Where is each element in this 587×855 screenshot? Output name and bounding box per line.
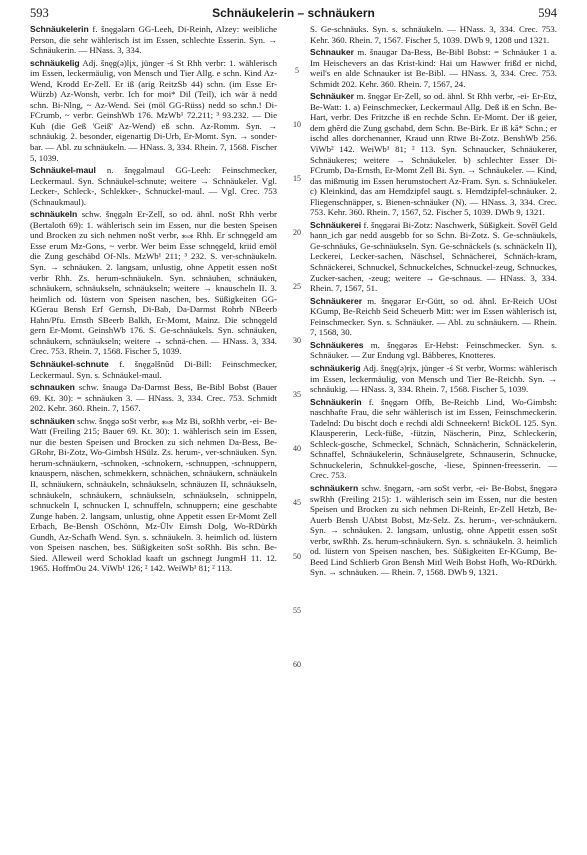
page-number-left: 593 xyxy=(30,6,49,20)
entry-text: S. Ge-schnäuks. Syn. s. schnäukeln. — HNass. 3, 334. Crec. 753. Kehr. 360. Rhein. 7, 1567. Fischer 5, 1039. DWb 9, 1208 und 1321. xyxy=(310,24,557,45)
line-number-gutter xyxy=(288,24,306,844)
line-number: 10 xyxy=(293,120,301,130)
entry-text: f. šnęgərai Bi-Zotz: Naschwerk, Süßigkeit. Sovēl Geld hann_ich gar nedd ausgebb for so Schn. Bi-Zotz. S. Ge-schnäukels, Ge-schnäuks, Ge-schnäukseln. Syn. Ge-schnäckels (s. schnäckeln II), Leckerei, Lecker-sachen, Näschsel, Schnächerei, Schnäch-kram, Schnäckerei, Schnuckel, Schnuckelches, Schnuckel-zeug, Schnuckes, Zucker-sachen, -zeug; weitere → Ge-schnaus. — HNass. 3, 334. Rhein. 7, 1567, 51. xyxy=(310,219,557,294)
dictionary-entry xyxy=(310,483,557,578)
dictionary-entry xyxy=(30,58,277,163)
line-number: 40 xyxy=(293,444,301,454)
dictionary-entry xyxy=(30,382,277,414)
line-number: 25 xyxy=(293,282,301,292)
line-number: 15 xyxy=(293,174,301,184)
entry-headword: Schnäukelerin xyxy=(30,24,89,34)
line-number: 50 xyxy=(293,552,301,562)
dictionary-entry xyxy=(30,24,277,56)
entry-text: m. šnęgər Er-Zell, so od. ähnl. St Rhh verbr, -ei- Er-Etz, Be-Watt: 1. a) Feinschmecker, Leckermaul Allg. Deß iß en Schn. Be-Hart, verbr. Des Fritzche iß en rechde Schn. Er-Momt. Der iß geier, dem ghērd die Zung gschabd, dem Schn. Be-Birk. Er iß kā* Schn.; er ischd alles dorchenanner, Kraud unn Rīwe Bi-Zotz. BenshWb 256. ViWb² 142. WeiWb¹ 81; ² 113. Syn. Schnaucker, Schnäukerer, Schnäukeres; weitere → Schnäukeler. b) schlechter Esser Di-FCrumb, Da-Ernsth, Er-Momt Zell Bi. Syn. → Schnäukeler. — Kind, das mißmutig im Essen herumstochert Az-Fram. Syn. s. Schnäukeler. c) Kleinkind, das am Hemdzipfel saugt. s. Hemdzipfel-schnäuker. 2. Fliegenschnäpper, s. Bienen-schnäuker (N). — HNass. 3, 334. Crec. 753. Kehr. 360. Rhein. 7, 1567, 52. Fischer 5, 1039. DWb 9, 1321. xyxy=(310,91,557,218)
dictionary-entry xyxy=(30,165,277,207)
entry-text: schw. šnaugə Da-Darmst Bess, Be-Bibl Bobst (Bauer 69. Kt. 30): = schnäuken 3. — HNass. 3, 334. Crec. 753. Schmidt 202. Kehr. 360. Rhein. 7, 1567. xyxy=(30,382,277,414)
dictionary-entry xyxy=(310,220,557,294)
dictionary-entry xyxy=(30,416,277,574)
dictionary-entry xyxy=(310,296,557,338)
entry-headword: schnauken xyxy=(30,382,75,393)
entry-text: Adj. šnęg(ə)lįx, jünger -ś St Rhh verbr: 1. wählerisch im Essen, leckermäulig, von Mensch und Tier Allg. e schn. Kind Az-Wend, Krodd Er-Zell. Er iß (arig ReitzSb 44) schn. (im Esse Er-Würzb) Az-Wonsh, verbr. Ich for moi* Dil (Teil), ich wär ä nedd schn. Bi-Nlng, ~ Az-Wend. Sei (möl GG-Rüss) nedd so schn.! Di-FCrumb, ~ verbr. GeinshWb 176. MzWb¹ 72.211; ³ 93.232. — Die Kuh (die Geß 'Geiß' Az-Wend) eß schn. Az-Romm. Syn. → schnäukig. 2. besonder, eigenartig Di-Urb, Er-Momt. Syn. → sonder-bar. — Abl. zu schnäukeln. — HNass. 3, 334. Rhein. 7, 1568. Fischer 5, 1039. xyxy=(30,57,277,163)
right-column xyxy=(310,24,557,580)
entry-text: schw. šnęgərn, -ərn soSt verbr, -ei- Be-Bobst, šnęgərə swRhh (Freiling 215): 1. wählerisch sein im Essen, nur die besten Speisen und Brocken zu sich nehmen Di-Reinh, Er-Zell Hetzb, Be-Auerb Bensh UAbtst Bobst, Mz-Selz. Zs. herum-, ver-schnäukern. Syn. → schnäuken. 2. langsam, unlustig, ohne Appetit essen soSt verbr, swRhh. Zs. herum-schnäukern. Syn. s. schnäukeln. 3. heimlich od. lüstern von Speisen naschen, bes. Süßigkeiten Er-KGump, Be-Beed Lind Schlierb Gron Bensh Mitl Weih Bobst Hofh, Wo-RDürkh. Syn. → schnäuken. — Rhein. 7, 1568. DWb 9, 1321. xyxy=(310,482,557,578)
entry-headword: Schnäukerin xyxy=(310,396,362,407)
entry-text: f. šnęgələrn GG-Leeh, Di-Reinh, Alzey: weibliche Person, die sehr wählerisch ist im Essen, schlechte Esserin. Syn. → Schnäukerin. — HNass. 3, 334. xyxy=(30,24,277,56)
entry-text: Adj. šnęg(ə)rįx, jünger -ś St verbr, Worms: wählerisch im Essen, leckermäulig, von Mensch und Tier Be-Reichb. Syn. → schnäukig. — HNass. 3, 334. Rhein. 7, 1568. Fischer 5, 1039. xyxy=(310,362,557,395)
entry-headword: schnäukeln xyxy=(30,209,78,220)
line-number: 55 xyxy=(293,606,301,616)
entry-text: m. šnaugər Da-Bess, Be-Bibl Bobst: = Schnäuker 1 a. Im Heischevers an das Krist-kind: Hai um Hawwer frißd er nichd, weil's en alde Schnauker ist Be-Bibl. — HNass. 3, 334. Crec. 753. Schmidt 202. Kehr. 360. Rhein. 7, 1567, 24. xyxy=(310,47,557,89)
entry-headword: Schnäukel-schnute xyxy=(30,358,109,369)
entry-headword: Schnäukerer xyxy=(310,295,363,306)
entry-headword: Schnäuker xyxy=(310,91,354,102)
line-number: 35 xyxy=(293,390,301,400)
entry-headword: Schnäukerei xyxy=(310,219,362,230)
page-header xyxy=(30,6,557,22)
dictionary-entry xyxy=(310,397,557,481)
line-number: 20 xyxy=(293,228,301,238)
dictionary-entry xyxy=(310,47,557,89)
dictionary-entry xyxy=(30,209,277,357)
page-number-right: 594 xyxy=(538,6,557,20)
entry-headword: schnäuken xyxy=(30,415,75,426)
dictionary-entry xyxy=(310,363,557,395)
entry-text: n. šnęgəlmaul GG-Leeh: Feinschmecker, Leckermaul. Syn. Schnäukel-schnute; weitere → Schnäukeler. Vgl. Lecker-, Schleck-, Schlekker-, Schnuckel-maul. — Vgl. Crec. 753 (Schnaukmaul). xyxy=(30,165,277,207)
entry-headword: schnäukern xyxy=(310,482,359,493)
dictionary-entry xyxy=(310,24,557,45)
line-number: 5 xyxy=(295,66,299,76)
line-number: 60 xyxy=(293,660,301,670)
entry-headword: schnäukerig xyxy=(310,362,361,373)
line-number: 45 xyxy=(293,498,301,508)
entry-text: f. šnęgərn Offb, Be-Reichb Lind, Wo-Gimbsh: naschhafte Frau, die sehr wählerisch ist im Essen, Feinschmeckerin. Tadelnd: Du bischt doch e rechdi aldi Schneekern! BickOL 125. Syn. Klauspererin, Leck-füße, -fützin, Näscherin, Pinz, Schleckerin, Schleck-gosche, Schmeckel, Schnäch, Schnächerin, Schnäckelerin, Schnaffel, Schnäukelerin, Schnäuselgrete, Schnauserin, Schnucke, Schnuckelerin, Schnukkel-gosche, -liese, Spinnen-freesserin. — Crec. 753. xyxy=(310,396,557,481)
dictionary-entry xyxy=(30,359,277,380)
entry-headword: Schnäukel-maul xyxy=(30,165,96,176)
line-number: 30 xyxy=(293,336,301,346)
entry-text: schw. šnęgəln Er-Zell, so od. ähnl. noSt Rhh verbr (Bertaloth 69): 1. wählerisch sein im Essen, nur die besten Speisen und Brocken zu sich nehmen noSt verbr, ⁎ₛ⁎ Rhh. Er schnęgeld am Esse erum Mz-Gons, ~ verbr. Wer beim Esse schnęgeld, kriid emöl die Zung geschäbd Of-Nls. MzWb¹ 211; ³ 232. S. ver-schnäukeln. Syn. → schnäuken. 2. langsam, unlustig, ohne Appetit essen noSt verbr Rhh. Zs. herum-schnäukeln. Syn. schnäuben, schnäuken, schnäukern, schnäukseln, schnäukseln; weitere → knauscheln II. 3. heimlich od. lüstern von Speisen naschen, bes. Süßigkeiten GG-KGerau Bensh Erf Gernsh, Di-Bab, Da-Darmst Rohrb NBeerb Hahn/Pfu. Ernsth SBeerb Balkh, Er-Momt, Mainz. Die schnęgeld gern Er-Momt. GeinshWb 176. S. Ge-schnäukels. Syn. schnäuken, schnäukern, schnäukseln; weitere → schnä-chen. — HNass. 3, 334. Crec. 753. Rhein. 7, 1568. Fischer 5, 1039. xyxy=(30,209,277,357)
entry-text: m. šnęgərər Er-Gütt, so od. ähnl. Er-Reich UOst KGump, Be-Reichb Seid Scheuerb Mitt: wer im Essen wählerisch ist, Feinschmecker. Syn. s. Schnäuker. — Abl. zu schnäukern. — Rhein. 7, 1568, 30. xyxy=(310,295,557,338)
dictionary-entry xyxy=(310,91,557,218)
dictionary-entry xyxy=(310,340,557,361)
entry-headword: Schnauker xyxy=(310,47,354,58)
entry-headword: schnäukelig xyxy=(30,57,80,68)
entry-text: schw. šnęgə soSt verbr, ⁎ₛ⁎ Mz Bi, soRhh verbr, -ei- Be-Watt (Freiling 215; Bauer 69. Kt. 30): 1. wählerisch sein im Essen, nur die besten Speisen und Brocken zu sich nehmen Da-Bess, Be-GRohr, Bi-Zotz, Wo-Gimbsh HSülz. Zs. herum-, ver-schnäuken. Syn. herum-schnäukern, -schnoken, -schnokern, -schnuppen, -schnuppern, knauspern, näschen, schmekkern, schnächen, schnäukern, schnäukeln II, schnäukern, schnäukeln, schnäukseln, schnäuzen II, schnäukseln, schnäukeln, schnäukern, schnäukseln, schnäukseln, schnippeln, schnuckeln I, schnucken I, schnuffeln, schnuppern; eine geschabte Zunge haben. 2. langsam, unlustig, ohne Appetit essen Er-Momt Zell Erbach, Be-Bensh OSchönn, Mz-Ülv Eimsh Dolg, Wo-RDürkh Gundh, Az-Schafh Wend. Syn. s. schnäukeln. 3. heimlich od. lüstern von Speisen naschen, bes. Süßigkeiten soSt soRhh. Bis schn. Be-Sied. Alleweil werd Schoklad kaaft un gschnegt JungmH 11. 12. 1965. HoffmOu 24. ViWb¹ 126; ² 142. WeiWb¹ 81; ² 113. xyxy=(30,415,277,574)
left-column xyxy=(30,24,277,576)
entry-headword: Schnäukeres xyxy=(310,339,364,350)
running-title: Schnäukelerin – schnäukern xyxy=(212,6,375,20)
entry-text: m. šnęgərəs Er-Hebst: Feinschmecker. Syn. s. Schnäuker. — Zur Endung vgl. Bäbberes, Knotteres. xyxy=(310,339,557,361)
entry-text: f. šnęgəlšnūd Di-Bill: Feinschmecker, Leckermaul. Syn. s. Schnäukel-maul. xyxy=(30,358,277,380)
